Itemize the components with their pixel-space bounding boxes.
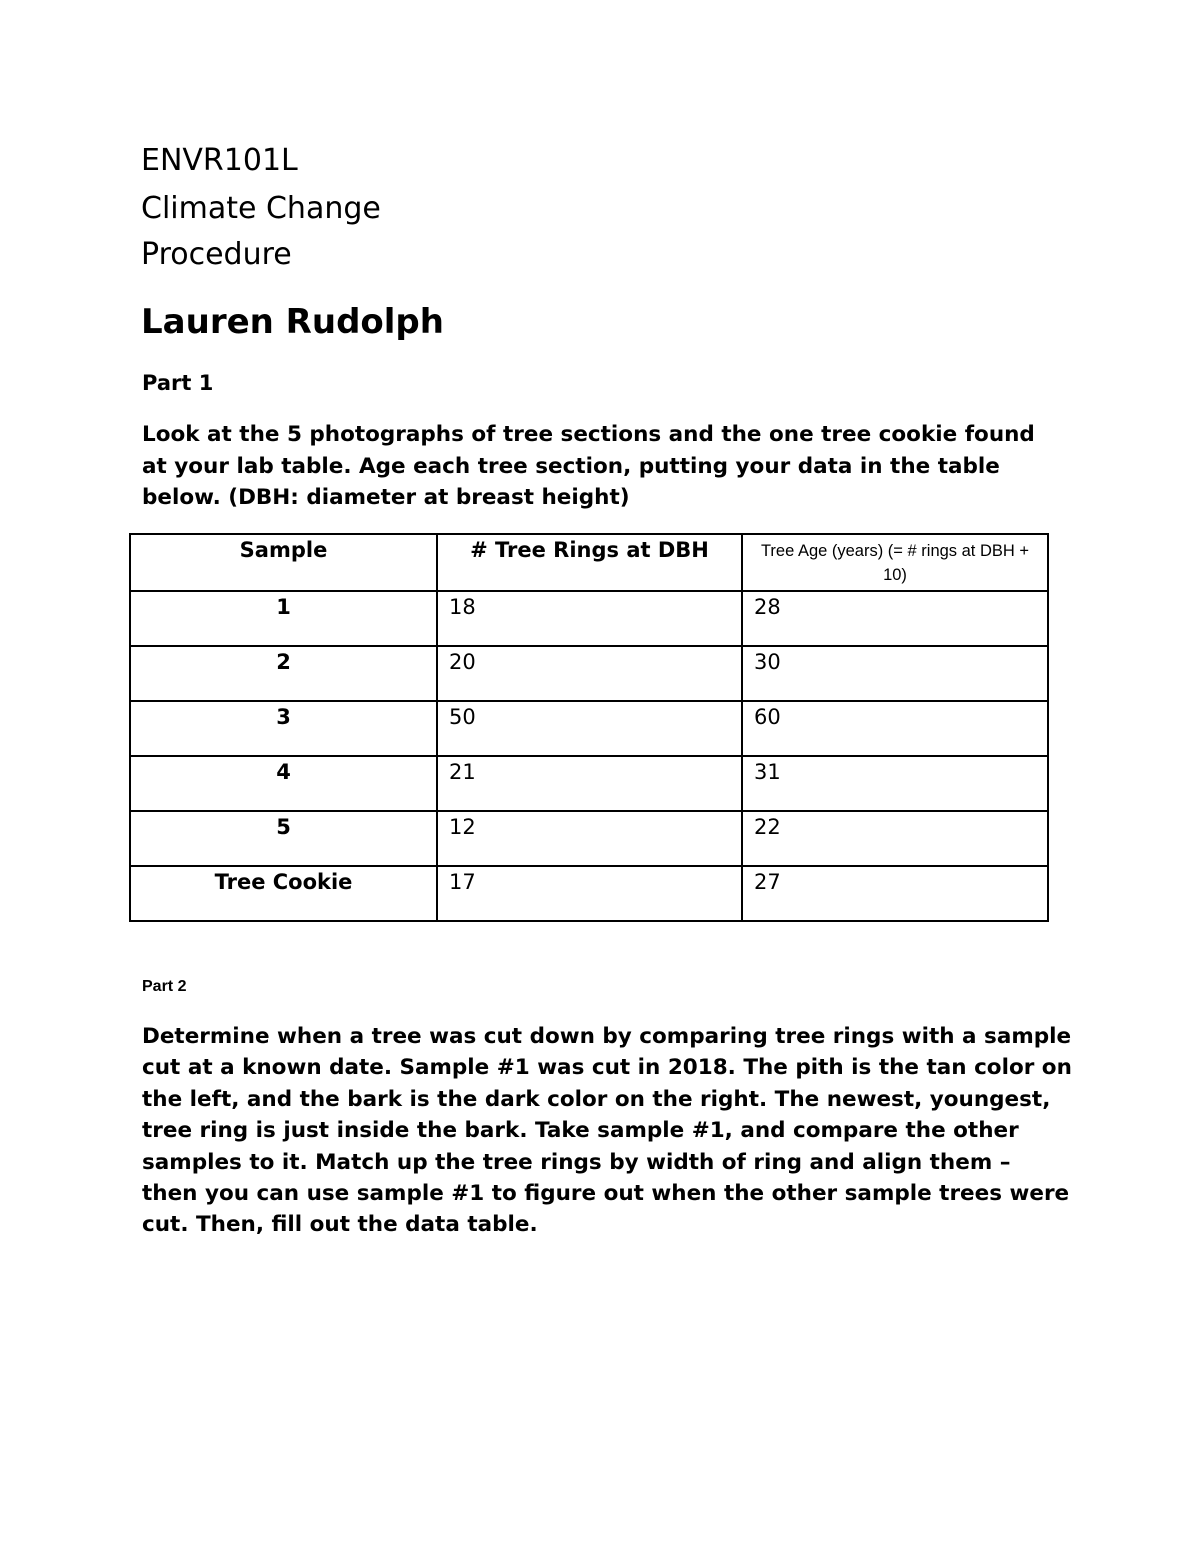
- table-row: [130, 866, 1048, 921]
- rings-cell: 50: [437, 701, 742, 756]
- course-topic: Climate Change: [141, 191, 381, 226]
- rings-cell: 17: [437, 866, 742, 921]
- age-cell: 60: [742, 701, 1048, 756]
- age-cell: 30: [742, 646, 1048, 701]
- rings-cell: 12: [437, 811, 742, 866]
- table-row: [130, 646, 1048, 701]
- table-row: [130, 701, 1048, 756]
- tree-age-table: [129, 533, 1049, 922]
- column-header-age: Tree Age (years) (= # rings at DBH + 10): [742, 534, 1048, 591]
- document-section: Procedure: [141, 237, 292, 272]
- part1-heading: Part 1: [142, 371, 214, 395]
- rings-cell: 21: [437, 756, 742, 811]
- course-code: ENVR101L: [141, 143, 298, 178]
- column-header-rings: # Tree Rings at DBH: [437, 534, 742, 591]
- sample-cell: 3: [130, 701, 437, 756]
- age-cell: 27: [742, 866, 1048, 921]
- table-row: [130, 591, 1048, 646]
- age-cell: 28: [742, 591, 1048, 646]
- column-header-sample: Sample: [130, 534, 437, 591]
- table-header-row: [130, 534, 1048, 591]
- age-cell: 22: [742, 811, 1048, 866]
- sample-cell: Tree Cookie: [130, 866, 437, 921]
- part2-instructions: Determine when a tree was cut down by comparing tree rings with a sample cut at a known date. Sample #1 was cut in 2018. The pith is the tan color on the left, and the bark is the dark color on the right. The newest, youngest, tree ring is just inside the bark. Take sample #1, and compare the other samples to it. Match up the tree rings by width of ring and align them – then you can use sample #1 to figure out when the other sample trees were cut. Then, fill out the data table.: [142, 1024, 1072, 1238]
- sample-cell: 2: [130, 646, 437, 701]
- part2-heading: Part 2: [142, 978, 187, 995]
- sample-cell: 4: [130, 756, 437, 811]
- rings-cell: 18: [437, 591, 742, 646]
- rings-cell: 20: [437, 646, 742, 701]
- part1-instructions: Look at the 5 photographs of tree sections and the one tree cookie found at your lab table. Age each tree section, putting your data in the table below. (DBH: diameter at breast height): [142, 422, 1035, 510]
- table-row: [130, 756, 1048, 811]
- table-row: [130, 811, 1048, 866]
- author-name: Lauren Rudolph: [141, 302, 444, 342]
- sample-cell: 5: [130, 811, 437, 866]
- sample-cell: 1: [130, 591, 437, 646]
- age-cell: 31: [742, 756, 1048, 811]
